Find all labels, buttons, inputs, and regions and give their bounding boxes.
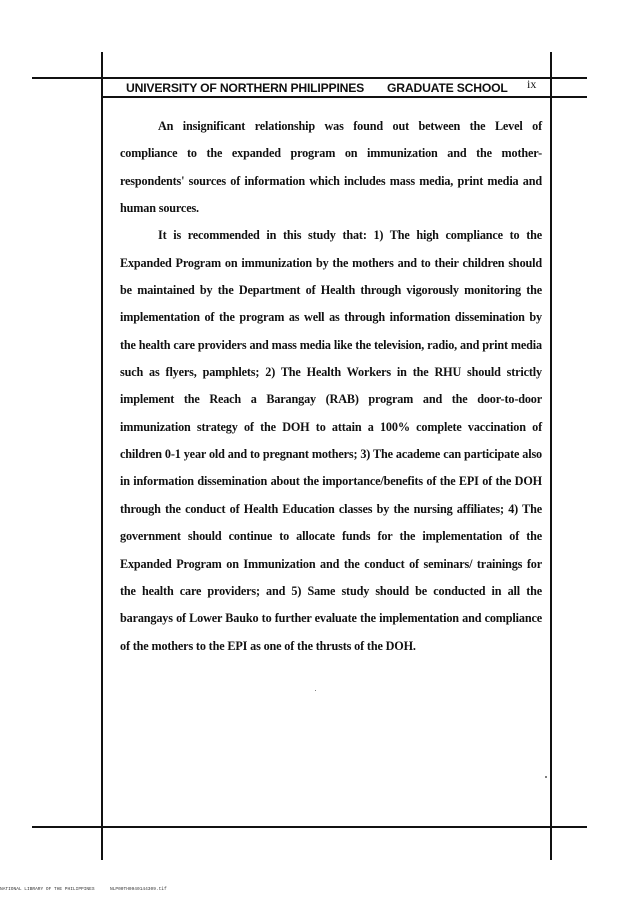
scan-speck: [545, 776, 547, 778]
page-number: ix: [527, 77, 537, 91]
scan-speck: [315, 690, 316, 691]
footer-rule: [32, 826, 587, 828]
right-margin-rule: [550, 52, 552, 860]
file-code: NLP00TH0940144309.tif: [110, 887, 167, 892]
library-stamp: NATIONAL LIBRARY OF THE PHILIPPINES: [0, 887, 95, 892]
paragraph-conclusion: An insignificant relationship was found out between the Level of compliance to the expanded program on immunization and the mother-respondents' sources of information which includes mass media, print media and human sources.: [120, 119, 542, 216]
body-text: [120, 113, 542, 660]
page-header: [104, 79, 548, 96]
header-bottom-rule: [101, 96, 587, 98]
paragraph-recommendation: It is recommended in this study that: 1) The high compliance to the Expanded Program on immunization by the mothers and to their children should be maintained by the Department of Health through vigorously monitoring the implementation of the program as well as through information dissemination by the health care providers and mass media like the television, radio, and print media such as flyers, pamphlets; 2) The Health Workers in the RHU should strictly implement the Reach a Barangay (RAB) program and the door-to-door immunization strategy of the DOH to attain a 100% complete vaccination of children 0-1 year old and to pregnant mothers; 3) The academe can participate also in information dissemination about the importance/benefits of the EPI of the DOH through the conduct of Health Education classes by the nursing affiliates; 4) The government should continue to allocate funds for the implementation of the Expanded Program on Immunization and the conduct of seminars/ trainings for the health care providers; and 5) Same study should be conducted in all the barangays of Lower Bauko to further evaluate the implementation and compliance of the mothers to the EPI as one of the thrusts of the DOH.: [120, 228, 542, 653]
school-name: GRADUATE SCHOOL: [387, 81, 508, 95]
left-margin-rule: [101, 52, 103, 860]
university-name: UNIVERSITY OF NORTHERN PHILIPPINES: [126, 81, 365, 95]
